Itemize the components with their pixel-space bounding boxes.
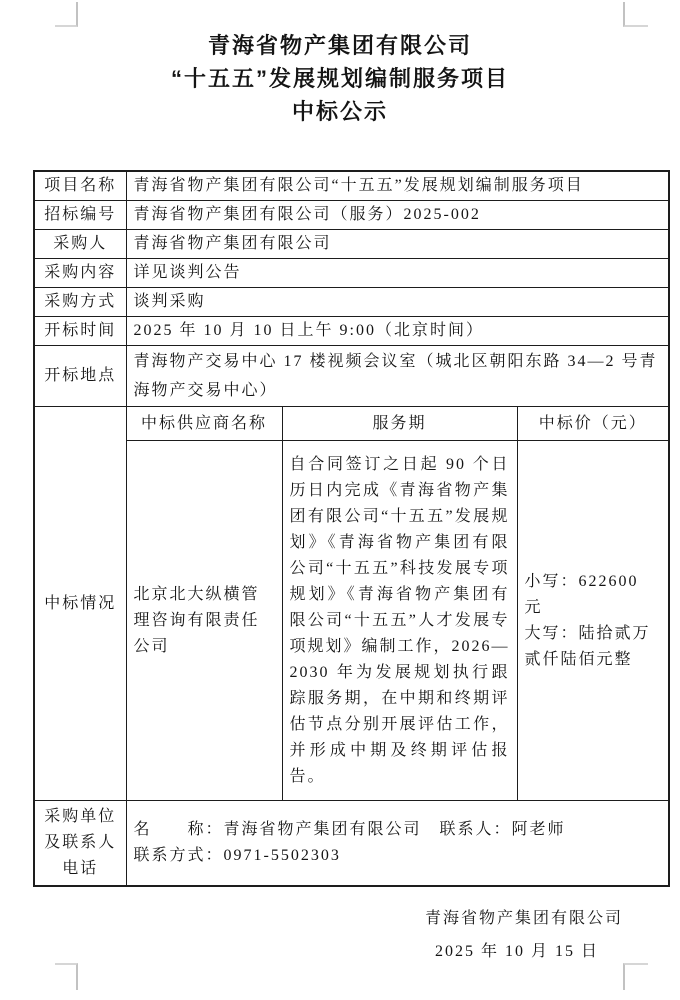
document-title xyxy=(0,29,680,128)
award-supplier-name: 北京北大纵横管理咨询有限责任公司 xyxy=(126,441,282,801)
award-service-period: 自合同签订之日起 90 个日历日内完成《青海省物产集团有限公司“十五五”发展规划》《青海省物产集团有限公司“十五五”科技发展专项规划》《青海省物产集团有限公司“十五五”人才发展专项规划》编制工作，2026—2030 年为发展规划执行跟踪服务期，在中期和终期评估节点分别开展评估工作，并形成中期及终期评估报告。 xyxy=(282,441,517,801)
signature-block xyxy=(425,902,623,968)
table-row-project-name xyxy=(34,171,669,201)
row-label-tender-number: 招标编号 xyxy=(34,201,126,230)
table-row-contact xyxy=(34,801,669,886)
table-row-award-data xyxy=(34,441,669,801)
row-label-purchaser: 采购人 xyxy=(34,230,126,259)
row-label-award-status: 中标情况 xyxy=(34,407,126,801)
signature-company: 青海省物产集团有限公司 xyxy=(424,910,623,927)
table-row-tender-number xyxy=(34,201,669,230)
row-label-project-name: 项目名称 xyxy=(34,171,126,201)
announcement-table xyxy=(33,170,670,887)
row-label-opening-location: 开标地点 xyxy=(34,346,126,407)
contact-phone-line: 联系方式：0971-5502303 xyxy=(133,846,341,864)
award-price-words: 大写：陆拾贰万贰仟陆佰元整 xyxy=(524,624,651,668)
award-price-numeric: 小写：622600 元 xyxy=(524,572,639,616)
award-header-price: 中标价（元） xyxy=(517,407,669,441)
table-row-opening-time xyxy=(34,317,669,346)
row-value-opening-location: 青海物产交易中心 17 楼视频会议室（城北区朝阳东路 34—2 号青海物产交易中心） xyxy=(126,346,669,407)
table-row-award-header xyxy=(34,407,669,441)
award-header-supplier: 中标供应商名称 xyxy=(126,407,282,441)
title-line-3: 中标公示 xyxy=(291,99,388,124)
title-line-2: “十五五”发展规划编制服务项目 xyxy=(170,66,509,91)
table-row-purchase-method xyxy=(34,288,669,317)
row-label-contact: 采购单位及联系人电话 xyxy=(34,801,126,886)
page-margin-mark-top-right xyxy=(623,2,648,27)
table-row-purchaser xyxy=(34,230,669,259)
row-value-purchase-method: 谈判采购 xyxy=(126,288,669,317)
contact-name-line: 名 称：青海省物产集团有限公司 联系人：阿老师 xyxy=(133,820,566,838)
table-row-purchase-content xyxy=(34,259,669,288)
page-margin-mark-top-left xyxy=(55,2,78,27)
title-line-1: 青海省物产集团有限公司 xyxy=(207,33,472,58)
row-label-purchase-content: 采购内容 xyxy=(34,259,126,288)
row-value-purchase-content: 详见谈判公告 xyxy=(126,259,669,288)
row-value-purchaser: 青海省物产集团有限公司 xyxy=(126,230,669,259)
award-header-service-period: 服务期 xyxy=(282,407,517,441)
page-margin-mark-bottom-left xyxy=(55,963,78,990)
row-value-tender-number: 青海省物产集团有限公司（服务）2025-002 xyxy=(126,201,669,230)
row-value-project-name: 青海省物产集团有限公司“十五五”发展规划编制服务项目 xyxy=(126,171,669,201)
row-label-purchase-method: 采购方式 xyxy=(34,288,126,317)
signature-date: 2025 年 10 月 15 日 xyxy=(434,943,599,960)
table-row-opening-location xyxy=(34,346,669,407)
row-label-opening-time: 开标时间 xyxy=(34,317,126,346)
award-price xyxy=(517,441,669,801)
row-value-contact xyxy=(126,801,669,886)
page-margin-mark-bottom-right xyxy=(623,963,648,990)
row-value-opening-time: 2025 年 10 月 10 日上午 9:00（北京时间） xyxy=(126,317,669,346)
